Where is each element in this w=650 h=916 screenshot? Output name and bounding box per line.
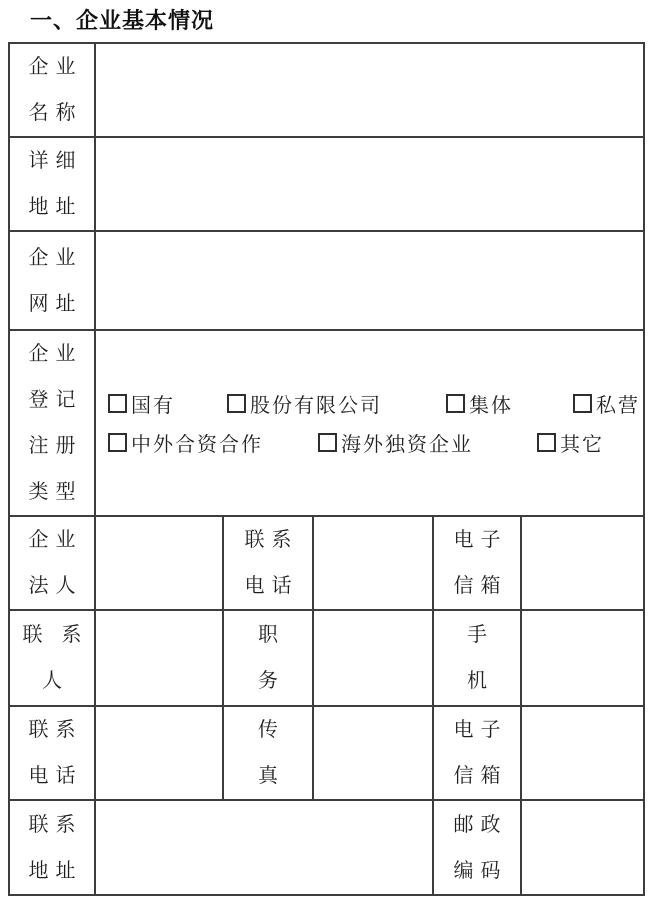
label-line: 登记 <box>28 389 83 411</box>
contact-phone-label <box>223 516 313 610</box>
checkbox-icon[interactable] <box>573 394 592 413</box>
contact-address-label <box>9 800 95 895</box>
label-line: 类型 <box>28 481 83 503</box>
checkbox-option-other[interactable] <box>537 428 604 457</box>
checkbox-icon[interactable] <box>446 394 465 413</box>
checkbox-label: 中外合资合作 <box>131 434 263 456</box>
label-line: 网址 <box>28 292 83 315</box>
email-2-input-cell[interactable] <box>521 706 644 800</box>
company-name-input-cell[interactable] <box>95 43 644 137</box>
label-line: 联 系 <box>22 624 89 646</box>
contact-phone-2-input-cell[interactable] <box>95 706 223 800</box>
email-label <box>433 516 521 610</box>
label-line: 真 <box>258 765 285 787</box>
checkbox-icon[interactable] <box>537 433 556 452</box>
label-line: 详细 <box>28 150 83 172</box>
checkbox-line-1 <box>108 389 643 418</box>
label-line: 手 <box>467 624 494 646</box>
row-contact-phone <box>9 706 644 800</box>
checkbox-label: 集体 <box>469 395 513 417</box>
label-line: 地址 <box>28 196 83 218</box>
mobile-input-cell[interactable] <box>521 610 644 706</box>
contact-phone-2-label <box>9 706 95 800</box>
row-company-name <box>9 43 644 137</box>
checkbox-option-joint-stock[interactable] <box>227 389 382 418</box>
checkbox-option-state-owned[interactable] <box>108 389 175 418</box>
label-line: 电话 <box>244 575 299 597</box>
label-line: 名称 <box>28 102 83 124</box>
label-line: 电子 <box>453 529 508 551</box>
contact-address-input-cell[interactable] <box>95 800 433 895</box>
label-line: 信箱 <box>453 765 508 787</box>
checkbox-option-overseas-wholly-owned[interactable] <box>318 428 473 457</box>
legal-representative-label <box>9 516 95 610</box>
label-line: 企业 <box>28 529 83 551</box>
email-input-cell[interactable] <box>521 516 644 610</box>
label-line: 联系 <box>28 719 83 741</box>
row-contact-address <box>9 800 644 895</box>
label-line: 联系 <box>244 529 299 551</box>
label-line: 信箱 <box>453 575 508 597</box>
company-website-label <box>9 231 95 330</box>
label-line: 法人 <box>28 575 83 597</box>
document-page <box>0 8 650 896</box>
contact-person-label <box>9 610 95 706</box>
checkbox-icon[interactable] <box>227 394 246 413</box>
label-line: 地址 <box>28 859 83 882</box>
checkbox-icon[interactable] <box>108 394 127 413</box>
position-label <box>223 610 313 706</box>
label-line: 企业 <box>28 343 83 365</box>
checkbox-option-sino-foreign-jv[interactable] <box>108 428 263 457</box>
checkbox-option-private[interactable] <box>573 389 640 418</box>
row-legal-representative <box>9 516 644 610</box>
email-2-label <box>433 706 521 800</box>
label-line: 注册 <box>28 435 83 457</box>
registration-type-label <box>9 330 95 516</box>
label-line: 电子 <box>453 719 508 741</box>
label-line: 邮政 <box>453 813 508 836</box>
postal-code-input-cell[interactable] <box>521 800 644 895</box>
legal-representative-input-cell[interactable] <box>95 516 223 610</box>
label-line: 传 <box>258 719 285 741</box>
checkbox-label: 国有 <box>131 395 175 417</box>
checkbox-label: 其它 <box>560 434 604 456</box>
company-name-label <box>9 43 95 137</box>
checkbox-line-2 <box>108 428 643 457</box>
registration-type-options-cell <box>95 330 644 516</box>
row-detailed-address <box>9 137 644 231</box>
checkbox-label: 股份有限公司 <box>250 395 382 417</box>
checkbox-option-collective[interactable] <box>446 389 513 418</box>
detailed-address-label <box>9 137 95 231</box>
company-website-input-cell[interactable] <box>95 231 644 330</box>
contact-person-input-cell[interactable] <box>95 610 223 706</box>
label-line: 务 <box>258 670 285 692</box>
checkbox-label: 海外独资企业 <box>341 434 473 456</box>
section-title: 一、企业基本情况 <box>30 8 215 33</box>
postal-code-label <box>433 800 521 895</box>
contact-phone-input-cell[interactable] <box>313 516 433 610</box>
label-line: 职 <box>258 624 285 646</box>
label-line: 编码 <box>453 859 508 882</box>
label-line: 电话 <box>28 765 83 787</box>
row-contact-person <box>9 610 644 706</box>
checkbox-label: 私营 <box>596 395 640 417</box>
label-line: 联系 <box>28 813 83 836</box>
label-line: 企业 <box>28 56 83 78</box>
checkbox-icon[interactable] <box>108 433 127 452</box>
mobile-label <box>433 610 521 706</box>
checkbox-icon[interactable] <box>318 433 337 452</box>
fax-label <box>223 706 313 800</box>
row-company-website <box>9 231 644 330</box>
enterprise-info-table <box>8 42 645 896</box>
detailed-address-input-cell[interactable] <box>95 137 644 231</box>
label-line: 企业 <box>28 246 83 269</box>
label-line: 机 <box>467 670 494 692</box>
label-line: 人 <box>42 670 69 692</box>
position-input-cell[interactable] <box>313 610 433 706</box>
fax-input-cell[interactable] <box>313 706 433 800</box>
row-registration-type <box>9 330 644 516</box>
